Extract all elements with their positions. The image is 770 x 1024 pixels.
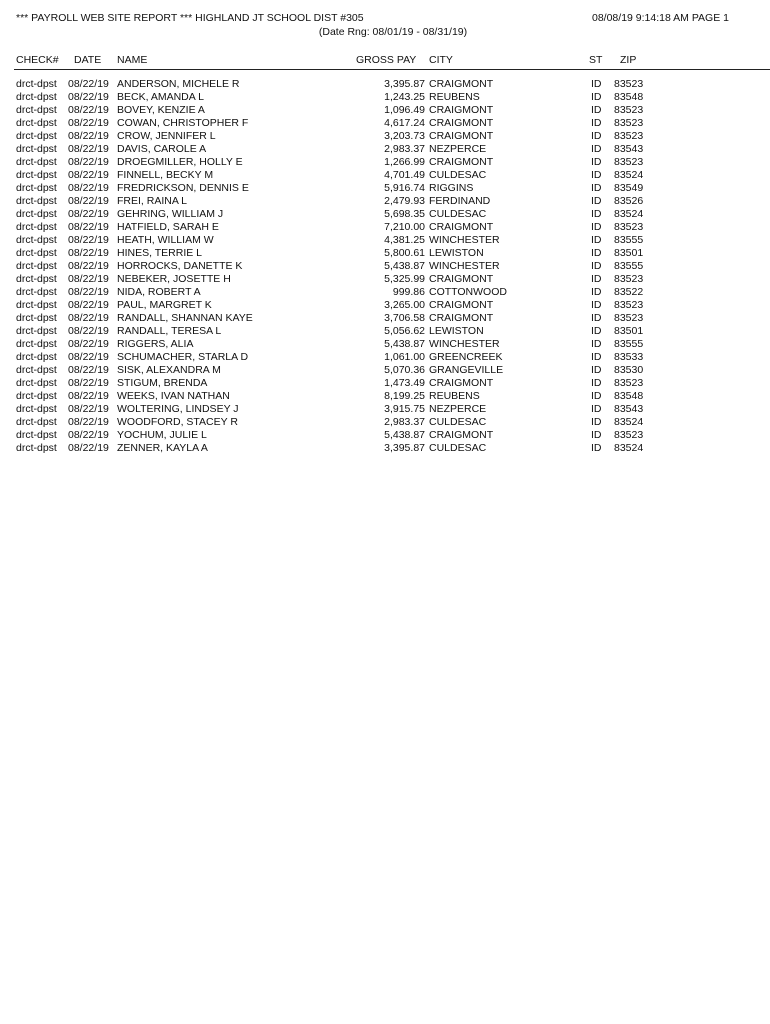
gross-pay-cell: 4,701.49	[384, 169, 425, 182]
date-cell: 08/22/19	[68, 156, 109, 169]
date-cell: 08/22/19	[68, 208, 109, 221]
check-cell: drct-dpst	[16, 299, 57, 312]
table-row	[0, 143, 770, 156]
zip-cell: 83523	[614, 299, 644, 312]
gross-pay-cell: 5,698.35	[384, 208, 425, 221]
check-cell: drct-dpst	[16, 91, 57, 104]
name-cell: FREDRICKSON, DENNIS E	[117, 182, 249, 195]
name-cell: YOCHUM, JULIE L	[117, 429, 207, 442]
table-row	[0, 286, 770, 299]
date-cell: 08/22/19	[68, 130, 109, 143]
zip-cell: 83543	[614, 143, 644, 156]
state-cell: ID	[591, 286, 602, 299]
check-cell: drct-dpst	[16, 364, 57, 377]
name-cell: FREI, RAINA L	[117, 195, 188, 208]
column-header-state: ST	[589, 54, 603, 66]
name-cell: RIGGERS, ALIA	[117, 338, 194, 351]
gross-pay-cell: 4,617.24	[384, 117, 425, 130]
city-cell: RIGGINS	[429, 182, 474, 195]
check-cell: drct-dpst	[16, 403, 57, 416]
state-cell: ID	[591, 429, 602, 442]
gross-pay-cell: 4,381.25	[384, 234, 425, 247]
city-cell: REUBENS	[429, 390, 480, 403]
city-cell: NEZPERCE	[429, 143, 487, 156]
check-cell: drct-dpst	[16, 130, 57, 143]
zip-cell: 83530	[614, 364, 644, 377]
state-cell: ID	[591, 78, 602, 90]
zip-cell: 83548	[614, 390, 644, 403]
zip-cell: 83501	[614, 247, 644, 260]
header-rule	[14, 69, 770, 70]
date-cell: 08/22/19	[68, 117, 109, 130]
zip-cell: 83523	[614, 377, 644, 390]
table-row	[0, 364, 770, 377]
state-cell: ID	[591, 195, 602, 208]
name-cell: NEBEKER, JOSETTE H	[117, 273, 231, 286]
city-cell: WINCHESTER	[429, 338, 500, 351]
state-cell: ID	[591, 338, 602, 351]
state-cell: ID	[591, 143, 602, 156]
city-cell: CRAIGMONT	[429, 312, 494, 325]
city-cell: CULDESAC	[429, 169, 487, 182]
state-cell: ID	[591, 221, 602, 234]
state-cell: ID	[591, 312, 602, 325]
gross-pay-cell: 5,438.87	[384, 260, 425, 273]
zip-cell: 83523	[614, 117, 644, 130]
city-cell: COTTONWOOD	[429, 286, 507, 299]
table-row	[0, 299, 770, 312]
zip-cell: 83523	[614, 130, 644, 143]
gross-pay-cell: 8,199.25	[384, 390, 425, 403]
table-row	[0, 416, 770, 429]
city-cell: CRAIGMONT	[429, 221, 494, 234]
date-cell: 08/22/19	[68, 416, 109, 429]
date-cell: 08/22/19	[68, 221, 109, 234]
state-cell: ID	[591, 91, 602, 104]
date-cell: 08/22/19	[68, 299, 109, 312]
name-cell: SCHUMACHER, STARLA D	[117, 351, 249, 364]
city-cell: CULDESAC	[429, 208, 487, 221]
date-cell: 08/22/19	[68, 377, 109, 390]
name-cell: COWAN, CHRISTOPHER F	[117, 117, 249, 130]
check-cell: drct-dpst	[16, 338, 57, 351]
date-cell: 08/22/19	[68, 195, 109, 208]
gross-pay-cell: 2,983.37	[384, 143, 425, 156]
table-row	[0, 104, 770, 117]
city-cell: CRAIGMONT	[429, 299, 494, 312]
zip-cell: 83548	[614, 91, 644, 104]
city-cell: NEZPERCE	[429, 403, 487, 416]
state-cell: ID	[591, 416, 602, 429]
state-cell: ID	[591, 234, 602, 247]
gross-pay-cell: 5,438.87	[384, 429, 425, 442]
gross-pay-cell: 3,395.87	[384, 442, 425, 455]
gross-pay-cell: 5,800.61	[384, 247, 425, 260]
table-row	[0, 403, 770, 416]
zip-cell: 83526	[614, 195, 644, 208]
table-row	[0, 429, 770, 442]
gross-pay-cell: 1,243.25	[384, 91, 425, 104]
name-cell: HINES, TERRIE L	[117, 247, 202, 260]
city-cell: CRAIGMONT	[429, 156, 494, 169]
date-cell: 08/22/19	[68, 325, 109, 338]
column-header-name: NAME	[117, 54, 148, 66]
table-row	[0, 117, 770, 130]
table-row	[0, 325, 770, 338]
state-cell: ID	[591, 182, 602, 195]
check-cell: drct-dpst	[16, 182, 57, 195]
state-cell: ID	[591, 247, 602, 260]
column-header-check: CHECK#	[16, 54, 59, 66]
table-row	[0, 221, 770, 234]
check-cell: drct-dpst	[16, 247, 57, 260]
table-row	[0, 78, 770, 91]
zip-cell: 83523	[614, 273, 644, 286]
column-header-date: DATE	[74, 54, 102, 66]
zip-cell: 83555	[614, 234, 644, 247]
gross-pay-cell: 2,479.93	[384, 195, 425, 208]
city-cell: LEWISTON	[429, 247, 484, 260]
table-row	[0, 442, 770, 455]
table-row	[0, 91, 770, 104]
zip-cell: 83524	[614, 416, 644, 429]
zip-cell: 83543	[614, 403, 644, 416]
gross-pay-cell: 5,438.87	[384, 338, 425, 351]
table-row	[0, 390, 770, 403]
name-cell: DROEGMILLER, HOLLY E	[117, 156, 243, 169]
check-cell: drct-dpst	[16, 208, 57, 221]
zip-cell: 83523	[614, 104, 644, 117]
name-cell: WOODFORD, STACEY R	[117, 416, 238, 429]
date-cell: 08/22/19	[68, 364, 109, 377]
city-cell: CULDESAC	[429, 442, 487, 455]
name-cell: WEEKS, IVAN NATHAN	[117, 390, 230, 403]
date-cell: 08/22/19	[68, 182, 109, 195]
state-cell: ID	[591, 260, 602, 273]
state-cell: ID	[591, 273, 602, 286]
city-cell: CRAIGMONT	[429, 377, 494, 390]
column-header-city: CITY	[429, 54, 453, 66]
city-cell: LEWISTON	[429, 325, 484, 338]
table-row	[0, 351, 770, 364]
check-cell: drct-dpst	[16, 351, 57, 364]
state-cell: ID	[591, 169, 602, 182]
report-date-range: (Date Rng: 08/01/19 - 08/31/19)	[318, 26, 468, 38]
check-cell: drct-dpst	[16, 416, 57, 429]
gross-pay-cell: 5,916.74	[384, 182, 425, 195]
state-cell: ID	[591, 364, 602, 377]
state-cell: ID	[591, 104, 602, 117]
name-cell: RANDALL, SHANNAN KAYE	[117, 312, 253, 325]
column-header-gross-pay: GROSS PAY	[356, 54, 417, 66]
gross-pay-cell: 3,915.75	[384, 403, 425, 416]
city-cell: WINCHESTER	[429, 260, 500, 273]
zip-cell: 83524	[614, 442, 644, 455]
name-cell: ANDERSON, MICHELE R	[117, 78, 240, 90]
date-cell: 08/22/19	[68, 403, 109, 416]
gross-pay-cell: 5,070.36	[384, 364, 425, 377]
check-cell: drct-dpst	[16, 260, 57, 273]
report-timestamp-page: 08/08/19 9:14:18 AM PAGE 1	[592, 12, 729, 24]
check-cell: drct-dpst	[16, 104, 57, 117]
state-cell: ID	[591, 156, 602, 169]
city-cell: CRAIGMONT	[429, 130, 494, 143]
check-cell: drct-dpst	[16, 195, 57, 208]
name-cell: BOVEY, KENZIE A	[117, 104, 205, 117]
check-cell: drct-dpst	[16, 429, 57, 442]
date-cell: 08/22/19	[68, 169, 109, 182]
table-row	[0, 338, 770, 351]
state-cell: ID	[591, 208, 602, 221]
name-cell: NIDA, ROBERT A	[117, 286, 201, 299]
zip-cell: 83555	[614, 260, 644, 273]
check-cell: drct-dpst	[16, 156, 57, 169]
zip-cell: 83523	[614, 429, 644, 442]
table-row	[0, 260, 770, 273]
zip-cell: 83523	[614, 78, 644, 90]
date-cell: 08/22/19	[68, 104, 109, 117]
state-cell: ID	[591, 442, 602, 455]
name-cell: BECK, AMANDA L	[117, 91, 204, 104]
state-cell: ID	[591, 117, 602, 130]
name-cell: SISK, ALEXANDRA M	[117, 364, 221, 377]
check-cell: drct-dpst	[16, 442, 57, 455]
table-row	[0, 377, 770, 390]
check-cell: drct-dpst	[16, 273, 57, 286]
city-cell: CRAIGMONT	[429, 78, 494, 90]
name-cell: FINNELL, BECKY M	[117, 169, 214, 182]
gross-pay-cell: 3,395.87	[384, 78, 425, 90]
name-cell: CROW, JENNIFER L	[117, 130, 216, 143]
zip-cell: 83523	[614, 221, 644, 234]
date-cell: 08/22/19	[68, 338, 109, 351]
table-row	[0, 195, 770, 208]
gross-pay-cell: 5,056.62	[384, 325, 425, 338]
column-header-zip: ZIP	[620, 54, 637, 66]
check-cell: drct-dpst	[16, 221, 57, 234]
check-cell: drct-dpst	[16, 390, 57, 403]
gross-pay-cell: 2,983.37	[384, 416, 425, 429]
city-cell: CRAIGMONT	[429, 273, 494, 286]
name-cell: HEATH, WILLIAM W	[117, 234, 214, 247]
zip-cell: 83501	[614, 325, 644, 338]
check-cell: drct-dpst	[16, 312, 57, 325]
state-cell: ID	[591, 325, 602, 338]
city-cell: GREENCREEK	[429, 351, 503, 364]
check-cell: drct-dpst	[16, 117, 57, 130]
name-cell: HORROCKS, DANETTE K	[117, 260, 243, 273]
name-cell: STIGUM, BRENDA	[117, 377, 208, 390]
date-cell: 08/22/19	[68, 260, 109, 273]
zip-cell: 83555	[614, 338, 644, 351]
gross-pay-cell: 3,203.73	[384, 130, 425, 143]
check-cell: drct-dpst	[16, 234, 57, 247]
report-title: *** PAYROLL WEB SITE REPORT *** HIGHLAND JT SCHOOL DIST #305	[16, 12, 364, 24]
name-cell: GEHRING, WILLIAM J	[117, 208, 224, 221]
name-cell: DAVIS, CAROLE A	[117, 143, 207, 156]
city-cell: FERDINAND	[429, 195, 491, 208]
table-row	[0, 247, 770, 260]
gross-pay-cell: 1,473.49	[384, 377, 425, 390]
name-cell: WOLTERING, LINDSEY J	[117, 403, 239, 416]
state-cell: ID	[591, 403, 602, 416]
date-cell: 08/22/19	[68, 351, 109, 364]
table-row	[0, 182, 770, 195]
gross-pay-cell: 999.86	[392, 286, 425, 299]
city-cell: CRAIGMONT	[429, 429, 494, 442]
gross-pay-cell: 5,325.99	[384, 273, 425, 286]
table-row	[0, 130, 770, 143]
check-cell: drct-dpst	[16, 169, 57, 182]
gross-pay-cell: 3,706.58	[384, 312, 425, 325]
table-row	[0, 169, 770, 182]
date-cell: 08/22/19	[68, 78, 109, 90]
state-cell: ID	[591, 390, 602, 403]
zip-cell: 83524	[614, 208, 644, 221]
zip-cell: 83523	[614, 156, 644, 169]
date-cell: 08/22/19	[68, 273, 109, 286]
check-cell: drct-dpst	[16, 377, 57, 390]
table-row	[0, 234, 770, 247]
gross-pay-cell: 1,096.49	[384, 104, 425, 117]
date-cell: 08/22/19	[68, 312, 109, 325]
city-cell: CRAIGMONT	[429, 104, 494, 117]
gross-pay-cell: 1,061.00	[384, 351, 425, 364]
name-cell: PAUL, MARGRET K	[117, 299, 212, 312]
state-cell: ID	[591, 351, 602, 364]
table-row	[0, 156, 770, 169]
date-cell: 08/22/19	[68, 429, 109, 442]
table-row	[0, 312, 770, 325]
state-cell: ID	[591, 377, 602, 390]
check-cell: drct-dpst	[16, 286, 57, 299]
payroll-table	[0, 78, 770, 455]
city-cell: CULDESAC	[429, 416, 487, 429]
name-cell: HATFIELD, SARAH E	[117, 221, 219, 234]
name-cell: ZENNER, KAYLA A	[117, 442, 208, 455]
zip-cell: 83524	[614, 169, 644, 182]
zip-cell: 83523	[614, 312, 644, 325]
check-cell: drct-dpst	[16, 143, 57, 156]
date-cell: 08/22/19	[68, 390, 109, 403]
check-cell: drct-dpst	[16, 325, 57, 338]
gross-pay-cell: 1,266.99	[384, 156, 425, 169]
date-cell: 08/22/19	[68, 234, 109, 247]
state-cell: ID	[591, 130, 602, 143]
date-cell: 08/22/19	[68, 143, 109, 156]
zip-cell: 83522	[614, 286, 644, 299]
city-cell: REUBENS	[429, 91, 480, 104]
gross-pay-cell: 3,265.00	[384, 299, 425, 312]
state-cell: ID	[591, 299, 602, 312]
date-cell: 08/22/19	[68, 286, 109, 299]
date-cell: 08/22/19	[68, 91, 109, 104]
date-cell: 08/22/19	[68, 247, 109, 260]
zip-cell: 83549	[614, 182, 644, 195]
name-cell: RANDALL, TERESA L	[117, 325, 222, 338]
city-cell: GRANGEVILLE	[429, 364, 504, 377]
table-row	[0, 273, 770, 286]
check-cell: drct-dpst	[16, 78, 57, 90]
gross-pay-cell: 7,210.00	[384, 221, 425, 234]
table-row	[0, 208, 770, 221]
zip-cell: 83533	[614, 351, 644, 364]
city-cell: WINCHESTER	[429, 234, 500, 247]
city-cell: CRAIGMONT	[429, 117, 494, 130]
date-cell: 08/22/19	[68, 442, 109, 455]
